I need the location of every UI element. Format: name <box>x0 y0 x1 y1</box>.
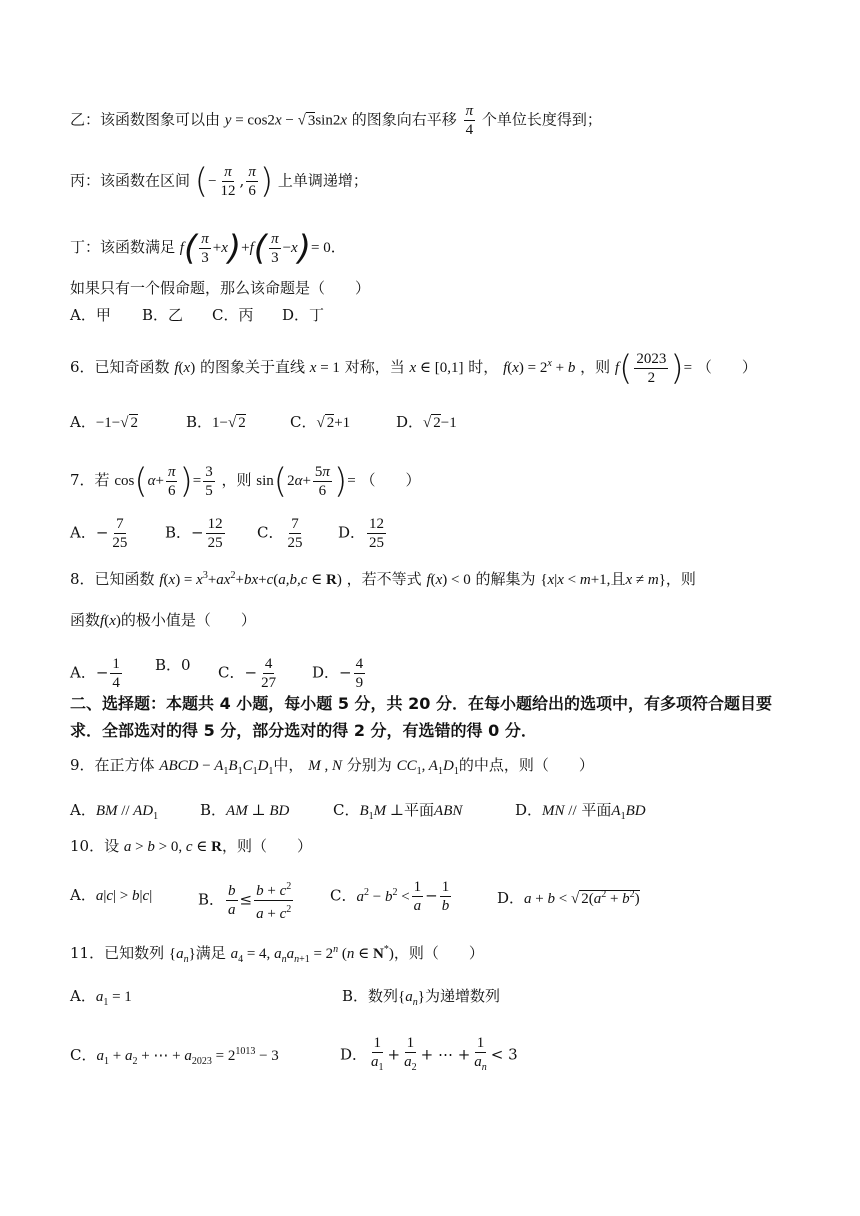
q10-text-1: 设 <box>104 837 120 855</box>
q9-option-b[interactable]: B．AM ⊥ BD <box>200 801 290 819</box>
q11-number: 11． <box>70 944 105 962</box>
q7-text-2: ，则 <box>221 470 252 489</box>
q10-question: 10．设 a > b > 0, c ∈ R，则（ ） <box>70 837 312 855</box>
q11-option-c[interactable]: C．$a_1 + a_2$ + ⋯ + $a_{2023} = 2^{1013} - 3$ <box>70 1046 279 1067</box>
q11-option-a[interactable]: A．$a_1 = 1$ <box>70 987 132 1008</box>
q9-option-c[interactable]: C．$B_1M$ ⊥平面ABN <box>333 801 463 822</box>
q8-text-1: 已知函数 <box>94 570 155 588</box>
q7-tail: （ ） <box>360 470 421 489</box>
q8-option-b[interactable]: B．0 <box>155 656 191 674</box>
q6-text-5: ，则 <box>580 357 611 376</box>
q10-option-d[interactable]: D．a + b < √ $2(a^2 + b^2)$ <box>497 889 640 907</box>
q11-option-d[interactable]: D． $\frac{1}{a_1}$ + $\frac{1}{a_2}$ + ⋯ + $\frac{1}{a_n}$ < 3 <box>340 1035 518 1073</box>
q6-text-2: 的图象关于直线 <box>199 357 305 376</box>
q9-option-a[interactable]: A．BM // $AD_1$ <box>70 801 159 822</box>
item-yi-suffix: 个单位长度得到； <box>481 110 602 129</box>
item-ding-formula: f( $\frac{\pi}{3}$ +x)+f( $\frac{\pi}{3}$ −x)= 0． <box>179 228 346 269</box>
q6-tail: （ ） <box>696 357 757 376</box>
q6-text-4: 时， <box>468 357 499 376</box>
item-yi-formula: y = cos2x − √ 3sin2x <box>224 112 347 129</box>
q8-line2-b: 的极小值是（ ） <box>120 611 256 629</box>
q6-option-b[interactable]: B．1−√ 2 <box>186 413 246 431</box>
section-2-heading: 二、选择题：本题共 4 小题，每小题 5 分，共 20 分．在每小题给出的选项中，有多项符合题目要求．全部选对的得 5 分，部分选对的得 2 分，有选错的得 0 分． <box>70 694 772 740</box>
q11-text-3: ，则（ ） <box>393 944 484 962</box>
item-yi <box>70 102 602 139</box>
q9-text-3: 分别为 <box>346 756 392 774</box>
q8-option-c[interactable]: C．− $\frac{4}{27}$ <box>218 656 277 691</box>
q5-question: 如果只有一个假命题，那么该命题是（ ） <box>70 279 371 297</box>
q8-option-a[interactable]: A．− $\frac{1}{4}$ <box>70 656 120 691</box>
q5-option-b[interactable]: B．乙 <box>142 306 184 324</box>
q9-text-4: 的中点，则（ ） <box>458 756 594 774</box>
q5-option-d[interactable]: D．丁 <box>282 306 325 324</box>
q8-question: 8．已知函数 $f(x) = x^3+ax^2+bx+c(a,b,c$ ∈ R) ，若不等式 f(x) < 0 的解集为 {x|x < m+1,且x ≠ m}，则 <box>70 570 696 588</box>
q10-number: 10． <box>70 837 105 855</box>
q6-option-a[interactable]: A．−1−√ 2 <box>70 413 138 431</box>
q9-question: 9．在正方体 ABCD − $A_1B_1C_1D_1$中， M , N 分别为 $CC_1$, $A_1D_1$的中点，则（ ） <box>70 756 594 777</box>
item-yi-middle: 的图象向右平移 <box>351 110 457 129</box>
item-yi-fraction: $\frac{\pi}{4}$ <box>465 103 474 138</box>
q8-option-d[interactable]: D．− $\frac{4}{9}$ <box>312 656 364 691</box>
q11-option-b[interactable]: B．数列$\{a_n\}$为递增数列 <box>342 987 500 1008</box>
item-ding-prefix: 丁：该函数满足 <box>70 237 176 256</box>
q10-option-a[interactable]: A．a|c| > b|c| <box>70 886 153 904</box>
q9-option-d[interactable]: D．MN // 平面$A_1BD$ <box>515 801 646 822</box>
q7-option-c[interactable]: C． $\frac{7}{25}$ <box>257 516 303 551</box>
q8-line2-a: 函数 <box>70 611 101 629</box>
q9-text-1: 在正方体 <box>94 756 155 774</box>
q6-option-d[interactable]: D．√ 2−1 <box>396 413 457 431</box>
q10-option-b[interactable]: B． $\frac{b}{a}$ ≤ $\frac{b + c^2}{a + c^2}$ <box>198 878 295 923</box>
q10-option-c[interactable]: C．$a^2 - b^2$ < $\frac{1}{a}$ − $\frac{1}{b}$ <box>330 879 450 914</box>
q11-text-1: 已知数列 <box>104 944 165 962</box>
q11-text-2: 满足 <box>195 944 226 962</box>
q6-text-1: 已知奇函数 <box>94 357 170 376</box>
q8-number: 8． <box>70 570 95 588</box>
q11-question: 11．已知数列 $\{a_n\}$满足 $a_4 = 4$, $a_na_{n+1} = 2^n$ (n ∈ N*)，则（ ） <box>70 944 484 965</box>
q5-option-c[interactable]: C．丙 <box>212 306 254 324</box>
q6-number: 6． <box>70 357 95 376</box>
item-bing-prefix: 丙：该函数在区间 <box>70 171 191 190</box>
item-bing: 丙：该函数在区间 (− $\frac{\pi}{12}$ , $\frac{\pi}{6}$ ) 上单调递增； <box>70 161 368 202</box>
q8-question-line2: 函数f(x)的极小值是（ ） <box>70 611 256 629</box>
q7-question: 7．若 cos(α+ $\frac{\pi}{6}$ )= $\frac{3}{5}$ ，则 sin(2α+ $\frac{5\pi}{6}$ )= （ ） <box>70 461 421 502</box>
q6-option-c[interactable]: C．√ 2+1 <box>290 413 351 431</box>
item-bing-suffix: 上单调递增； <box>277 171 368 190</box>
item-ding <box>70 230 346 267</box>
q8-text-3: 的解集为 <box>475 570 536 588</box>
q8-text-4: ，则 <box>665 570 696 588</box>
q8-qie: 且 <box>610 572 626 588</box>
q10-text-2: ，则（ ） <box>221 837 312 855</box>
q5-option-a[interactable]: A．甲 <box>70 306 111 324</box>
q7-option-d[interactable]: D． $\frac{12}{25}$ <box>338 516 385 551</box>
q9-text-2: 中， <box>273 756 304 774</box>
q6-year: 2023 <box>636 351 667 367</box>
q7-text-1: 若 <box>94 470 110 489</box>
q6-text-3: 对称，当 <box>344 357 405 376</box>
item-yi-prefix: 乙：该函数图象可以由 <box>70 110 221 129</box>
q7-option-b[interactable]: B．− $\frac{12}{25}$ <box>165 516 223 551</box>
q7-number: 7． <box>70 470 95 489</box>
q6-question: 6．已知奇函数 f(x) 的图象关于直线 x = 1 对称，当 x ∈ [0,1] 时， $f(x) = 2^x + b$ ，则 f( $\frac{2023}{2}$ )= （ ） <box>70 348 757 389</box>
q7-option-a[interactable]: A．− $\frac{7}{25}$ <box>70 516 128 551</box>
q8-text-2: ，若不等式 <box>346 570 422 588</box>
q9-number: 9． <box>70 756 95 774</box>
